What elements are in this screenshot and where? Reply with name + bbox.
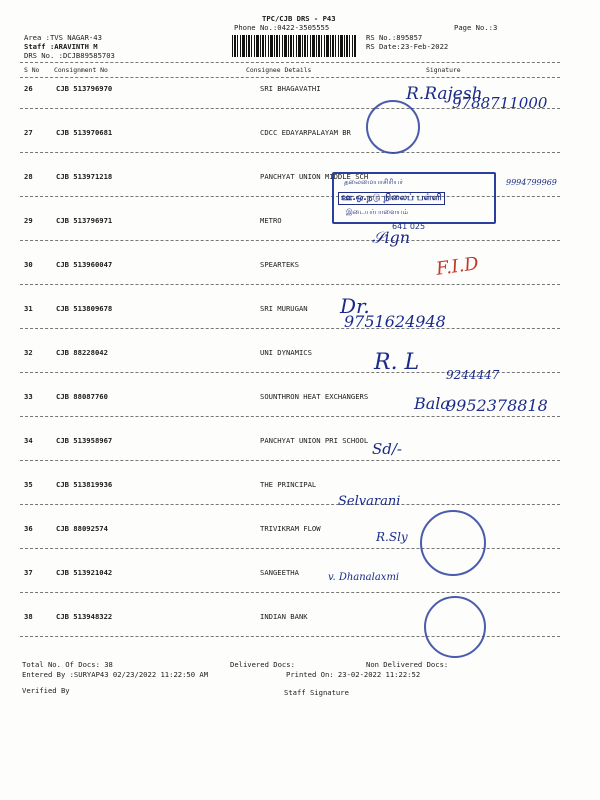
table-row — [0, 348, 600, 362]
row-divider — [20, 328, 560, 329]
row-consignment-no: CJB 513921042 — [56, 568, 113, 577]
row-consignment-no: CJB 513960047 — [56, 260, 113, 269]
table-row — [0, 304, 600, 318]
row-sno: 30 — [24, 260, 33, 269]
row-consignee: TRIVIKRAM FLOW — [260, 524, 321, 533]
school-stamp: தலைமையாசிரியர் ஊ.ஒ.நடு நிலைப் பள்ளி இடையர்பாளையம் — [332, 172, 496, 224]
row-consignee: SOUNTHRON HEAT EXCHANGERS — [260, 392, 369, 401]
staff-signature: Staff Signature — [284, 688, 349, 697]
row-divider — [20, 460, 560, 461]
round-stamp-1 — [366, 100, 420, 154]
fid-mark: F.I.D — [434, 253, 480, 280]
delivered-docs: Delivered Docs: — [230, 660, 295, 669]
row-divider — [20, 592, 560, 593]
signature-row-33: Bala — [414, 394, 450, 413]
row-divider — [20, 152, 560, 153]
barcode — [232, 35, 356, 57]
entered-by: Entered By :SURYAP43 02/23/2022 11:22:50 AM — [22, 670, 209, 679]
signature-row-36: R.Sly — [376, 530, 408, 544]
table-row — [0, 480, 600, 494]
row-sno: 36 — [24, 524, 33, 533]
phone-row-32: 9244447 — [446, 368, 500, 382]
row-consignee: METRO — [260, 216, 282, 225]
signature-row-35: Selvarani — [338, 494, 401, 509]
row-sno: 29 — [24, 216, 33, 225]
row-divider — [20, 504, 560, 505]
table-row — [0, 524, 600, 538]
table-row — [0, 612, 600, 626]
row-sno: 27 — [24, 128, 33, 137]
row-sno: 28 — [24, 172, 33, 181]
row-sno: 34 — [24, 436, 33, 445]
table-row — [0, 216, 600, 230]
table-row — [0, 260, 600, 274]
row-sno: 35 — [24, 480, 33, 489]
row-consignment-no: CJB 513796971 — [56, 216, 113, 225]
row-consignment-no: CJB 513819936 — [56, 480, 113, 489]
phone-row-31: 9751624948 — [344, 312, 446, 331]
drs-number: DRS No. :DCJB89585703 — [24, 51, 115, 60]
columns-divider — [20, 77, 560, 78]
row-consignee: CDCC EDAYARPALAYAM BR — [260, 128, 351, 137]
signature-row-26: R.Rajesh — [406, 84, 483, 104]
school-pin: 641 025 — [392, 222, 426, 231]
row-sno: 26 — [24, 84, 33, 93]
col-consignee: Consignee Details — [246, 66, 312, 74]
row-consignment-no: CJB 513948322 — [56, 612, 113, 621]
table-row — [0, 436, 600, 450]
rs-date: RS Date:23-Feb-2022 — [366, 42, 449, 51]
table-row — [0, 128, 600, 142]
row-consignment-no: CJB 513809678 — [56, 304, 113, 313]
row-consignee: SRI BHAGAVATHI — [260, 84, 321, 93]
printed-on: Printed On: 23-02-2022 11:22:52 — [286, 670, 421, 679]
row-consignment-no: CJB 513970681 — [56, 128, 113, 137]
signature-row-29: 𝒮ign — [372, 228, 411, 247]
signature-row-31: Dr. — [340, 294, 370, 318]
page-number: Page No.:3 — [454, 23, 498, 32]
rs-number: RS No.:895857 — [366, 33, 423, 42]
row-sno: 33 — [24, 392, 33, 401]
row-sno: 37 — [24, 568, 33, 577]
table-row — [0, 568, 600, 582]
row-consignee: SPEARTEKS — [260, 260, 299, 269]
round-stamp-trivikram — [420, 510, 486, 576]
row-consignment-no: CJB 513796970 — [56, 84, 113, 93]
row-divider — [20, 284, 560, 285]
row-divider — [20, 416, 560, 417]
total-docs: Total No. Of Docs: 38 — [22, 660, 113, 669]
col-consignment: Consignment No — [54, 66, 108, 74]
row-sno: 31 — [24, 304, 33, 313]
verified-by: Verified By — [22, 686, 70, 695]
row-consignee: SRI MURUGAN — [260, 304, 308, 313]
signature-row-37: v. Dhanalaxmi — [328, 572, 400, 583]
row-sno: 38 — [24, 612, 33, 621]
row-consignee: THE PRINCIPAL — [260, 480, 317, 489]
signature-row-32: R. L — [374, 350, 420, 375]
row-consignee: UNI DYNAMICS — [260, 348, 312, 357]
staff-label: Staff :ARAVINTH M — [24, 42, 98, 51]
row-consignee: PANCHYAT UNION PRI SCHOOL — [260, 436, 369, 445]
round-stamp-indian-bank — [424, 596, 486, 658]
row-consignment-no: CJB 88228042 — [56, 348, 108, 357]
phone-row-26: 9788711000 — [452, 94, 548, 112]
col-sno: S No — [24, 66, 40, 74]
header-divider — [20, 62, 560, 63]
signature-row-34: Sd/- — [372, 440, 402, 458]
row-consignee: INDIAN BANK — [260, 612, 308, 621]
row-consignee: PANCHYAT UNION MIDDLE SCH — [260, 172, 369, 181]
non-delivered-docs: Non Delivered Docs: — [366, 660, 449, 669]
row-divider — [20, 240, 560, 241]
row-consignment-no: CJB 88092574 — [56, 524, 108, 533]
drs-title: TPC/CJB DRS - P43 — [262, 14, 336, 23]
col-signature: Signature — [426, 66, 461, 74]
phone-row-33: 9952378818 — [446, 396, 548, 415]
phone-row-28: 9994799969 — [506, 178, 557, 187]
phone-number: Phone No.:0422-3505555 — [234, 23, 330, 32]
row-consignment-no: CJB 88087760 — [56, 392, 108, 401]
row-sno: 32 — [24, 348, 33, 357]
area-label: Area :TVS NAGAR-43 — [24, 33, 102, 42]
row-consignment-no: CJB 513958967 — [56, 436, 113, 445]
row-consignment-no: CJB 513971218 — [56, 172, 113, 181]
row-consignee: SANGEETHA — [260, 568, 299, 577]
